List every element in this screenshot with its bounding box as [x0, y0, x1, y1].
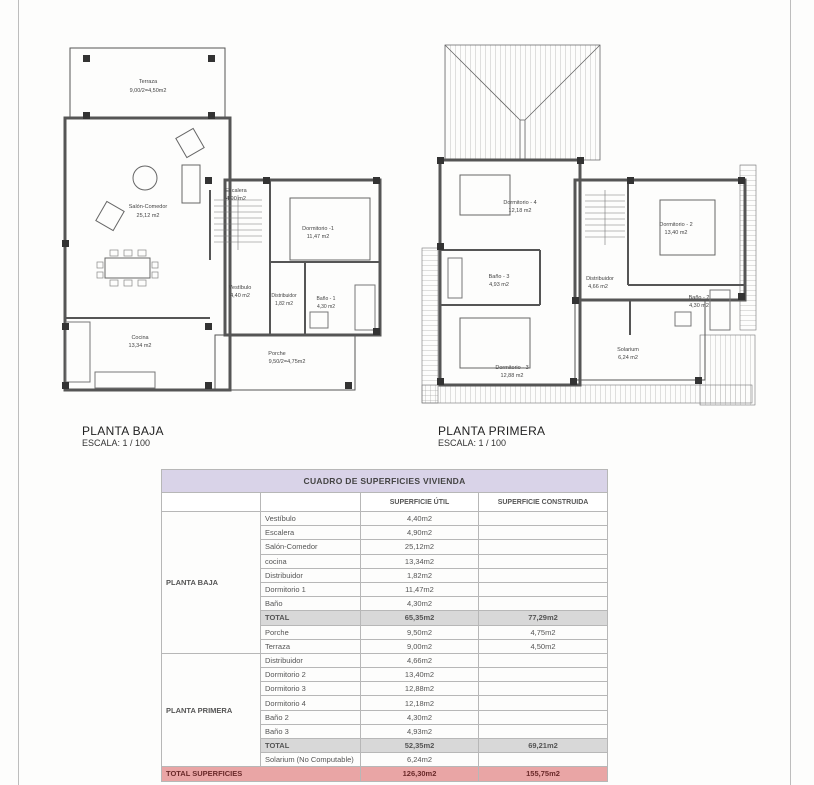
bed-3	[460, 318, 530, 368]
room-name-cell: Dormitorio 1	[261, 582, 361, 596]
hall-area: 4,40 m2	[230, 293, 250, 299]
built-area-cell	[479, 653, 608, 667]
built-area-cell	[479, 724, 608, 738]
room-name-cell: Distribuidor	[261, 568, 361, 582]
solarium-name: Solarium	[617, 347, 639, 353]
grand-total-useful: 126,30m2	[361, 767, 479, 781]
built-area-cell	[479, 696, 608, 710]
terrace-name: Terraza	[138, 79, 158, 85]
dining-table	[105, 258, 150, 278]
room-name-cell: Dormitorio 4	[261, 696, 361, 710]
header-blank-2	[261, 493, 361, 512]
room-name-cell: Dormitorio 3	[261, 682, 361, 696]
first-floor-plan	[418, 42, 758, 408]
room-name-cell: Solarium (No Computable)	[261, 753, 361, 767]
useful-area-cell: 9,50m2	[361, 625, 479, 639]
kitchen-area: 13,34 m2	[128, 343, 152, 349]
table-row	[162, 512, 608, 526]
sofa	[182, 165, 200, 203]
built-area-cell	[479, 582, 608, 596]
stairs-name: Escalera	[225, 188, 247, 194]
built-area-cell	[479, 568, 608, 582]
roof-hatch	[445, 45, 600, 160]
built-area-cell	[479, 540, 608, 554]
room-name-cell: Baño 3	[261, 724, 361, 738]
built-area-cell: 4,75m2	[479, 625, 608, 639]
useful-area-cell: 13,34m2	[361, 554, 479, 568]
built-area-cell	[479, 554, 608, 568]
useful-area-cell: 13,40m2	[361, 668, 479, 682]
round-table	[133, 166, 157, 190]
grand-total-label: TOTAL SUPERFICIES	[162, 767, 361, 781]
terrace-area: 9,00/2=4,50m2	[129, 88, 167, 94]
bathroom-2-area: 4,30 m2	[689, 303, 709, 309]
salon-area: 25,12 m2	[136, 213, 160, 219]
room-name-cell: TOTAL	[261, 739, 361, 753]
room-name-cell: TOTAL	[261, 611, 361, 625]
bed-4	[460, 175, 510, 215]
table-title: CUADRO DE SUPERFICIES VIVIENDA	[162, 470, 608, 493]
right-wing-outline	[225, 180, 380, 335]
solarium-area: 6,24 m2	[618, 355, 638, 361]
useful-area-cell: 4,30m2	[361, 710, 479, 724]
useful-area-cell: 1,82m2	[361, 568, 479, 582]
built-area-cell	[479, 597, 608, 611]
built-area-cell: 4,50m2	[479, 639, 608, 653]
kitchen-name: Cocina	[131, 335, 149, 341]
ground-floor-plan	[54, 46, 390, 406]
ground-floor-group-label: PLANTA BAJA	[162, 512, 261, 654]
bathroom-3-area: 4,93 m2	[489, 282, 509, 288]
room-name-cell: Salón-Comedor	[261, 540, 361, 554]
useful-area-cell: 4,93m2	[361, 724, 479, 738]
ground-floor-caption	[82, 424, 164, 448]
useful-area-cell: 4,66m2	[361, 653, 479, 667]
built-area-cell	[479, 753, 608, 767]
grand-total-row	[162, 767, 608, 781]
useful-area-cell: 12,18m2	[361, 696, 479, 710]
useful-area-cell: 4,90m2	[361, 526, 479, 540]
hall-name: Vestíbulo	[228, 285, 252, 291]
built-area-cell	[479, 526, 608, 540]
room-name-cell: Dormitorio 2	[261, 668, 361, 682]
room-name-cell: Vestíbulo	[261, 512, 361, 526]
bedroom-3-area: 12,88 m2	[500, 373, 524, 379]
useful-area-cell: 11,47m2	[361, 582, 479, 596]
room-name-cell: Porche	[261, 625, 361, 639]
bathroom-1-area: 4,30 m2	[316, 304, 336, 310]
useful-area-cell: 9,00m2	[361, 639, 479, 653]
ground-floor-scale: ESCALA: 1 / 100	[82, 438, 151, 448]
grand-total-built: 155,75m2	[479, 767, 608, 781]
room-name-cell: Escalera	[261, 526, 361, 540]
useful-area-cell: 12,88m2	[361, 682, 479, 696]
salon-name: Salón-Comedor	[128, 204, 168, 210]
built-area-cell	[479, 710, 608, 724]
built-area-cell: 77,29m2	[479, 611, 608, 625]
useful-area-cell: 4,40m2	[361, 512, 479, 526]
room-name-cell: Distribuidor	[261, 653, 361, 667]
page-border-line-right	[790, 0, 791, 785]
distributor-name: Distribuidor	[271, 293, 297, 299]
room-name-cell: Baño 2	[261, 710, 361, 724]
page-border-line-left	[18, 0, 19, 785]
header-superficie-util: SUPERFICIE ÚTIL	[361, 493, 479, 512]
porch-name: Porche	[268, 351, 286, 357]
bathroom-2-name: Baño - 2	[688, 295, 710, 301]
table-row	[162, 653, 608, 667]
distributor-first-name: Distribuidor	[586, 276, 614, 282]
bathroom-1-name: Baño - 1	[316, 296, 336, 302]
useful-area-cell: 25,12m2	[361, 540, 479, 554]
useful-area-cell: 4,30m2	[361, 597, 479, 611]
built-area-cell	[479, 512, 608, 526]
table-body	[162, 512, 608, 782]
first-floor-title: PLANTA PRIMERA	[438, 424, 546, 438]
useful-area-cell: 65,35m2	[361, 611, 479, 625]
bathroom-3-name: Baño - 3	[488, 274, 510, 280]
bedroom-3-name: Dormitorio - 3	[495, 365, 529, 371]
bedroom-1-name: Dormitorio -1	[302, 226, 334, 232]
area-table	[161, 469, 608, 782]
room-name-cell: Baño	[261, 597, 361, 611]
distributor-area: 1,82 m2	[274, 301, 294, 307]
ground-floor-title: PLANTA BAJA	[82, 424, 164, 438]
room-name-cell: Terraza	[261, 639, 361, 653]
porch-area: 9,50/2=4,75m2	[268, 359, 306, 365]
bedroom-1-area: 11,47 m2	[306, 234, 330, 240]
useful-area-cell: 6,24m2	[361, 753, 479, 767]
built-area-cell: 69,21m2	[479, 739, 608, 753]
distributor-first-area: 4,66 m2	[588, 284, 608, 290]
first-floor-scale: ESCALA: 1 / 100	[438, 438, 507, 448]
header-blank-1	[162, 493, 261, 512]
bedroom-2-area: 13,40 m2	[664, 230, 688, 236]
useful-area-cell: 52,35m2	[361, 739, 479, 753]
built-area-cell	[479, 682, 608, 696]
bedroom-4-area: 12,18 m2	[508, 208, 532, 214]
first-floor-caption	[438, 424, 545, 448]
bedroom-4-name: Dormitorio - 4	[503, 200, 537, 206]
room-name-cell: cocina	[261, 554, 361, 568]
built-area-cell	[479, 668, 608, 682]
first-floor-group-label: PLANTA PRIMERA	[162, 653, 261, 767]
stairs-area: 4,90 m2	[226, 196, 246, 202]
bedroom-2-name: Dormitorio - 2	[659, 222, 693, 228]
header-superficie-construida: SUPERFICIE CONSTRUIDA	[479, 493, 608, 512]
